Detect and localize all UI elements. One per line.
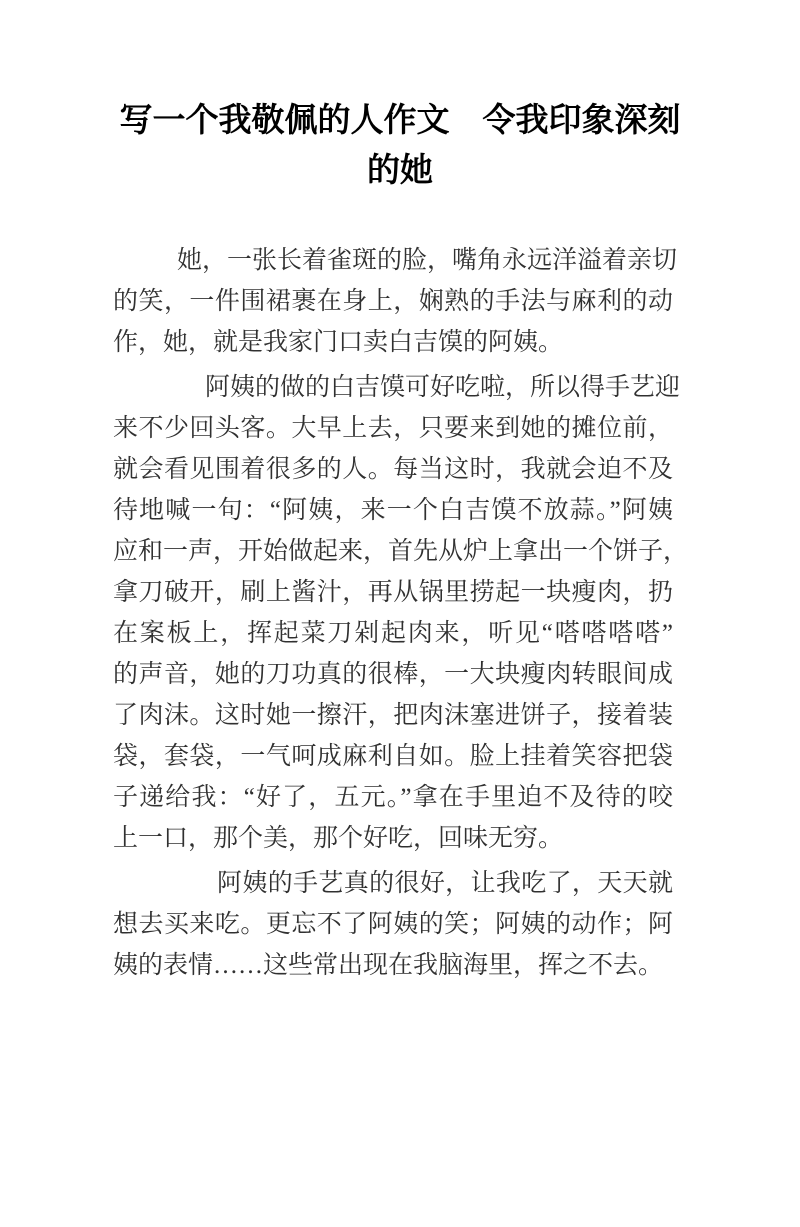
- page: [0, 95, 800, 1227]
- body-text-line: 了肉沫。这时她一擦汗，把肉沫塞进饼子，接着装: [113, 702, 673, 729]
- document-body: [113, 240, 689, 986]
- paragraph-2: [113, 367, 689, 859]
- body-text-line: 的笑，一件围裙裹在身上，娴熟的手法与麻利的动: [113, 288, 673, 315]
- body-text-line: 在案板上，挥起菜刀剁起肉来，听见“嗒嗒嗒嗒”: [113, 620, 673, 647]
- body-text-line: 就会看见围着很多的人。每当这时，我就会迫不及: [113, 456, 673, 483]
- title-line-2: 的她: [367, 151, 433, 188]
- paragraph-3: [113, 863, 673, 986]
- body-text-line: 阿姨的做的白吉馍可好吃啦，所以得手艺迎: [205, 374, 681, 401]
- body-text-line: 袋，套袋，一气呵成麻利自如。脸上挂着笑容把袋: [113, 743, 673, 770]
- body-text-line: 应和一声，开始做起来，首先从炉上拿出一个饼子，: [113, 538, 689, 565]
- document-title: [60, 95, 740, 195]
- title-line-1: 写一个我敬佩的人作文 令我印象深刻: [119, 101, 681, 138]
- body-text-line: 作，她，就是我家门口卖白吉馍的阿姨。: [113, 329, 564, 356]
- body-text-line: 待地喊一句：“阿姨，来一个白吉馍不放蒜。”阿姨: [113, 497, 673, 524]
- body-text-line: 拿刀破开，刷上酱汁，再从锅里捞起一块瘦肉，扔: [113, 579, 673, 606]
- body-text-line: 她，一张长着雀斑的脸，嘴角永远洋溢着亲切: [177, 247, 678, 274]
- body-text-line: 姨的表情……这些常出现在我脑海里，挥之不去。: [113, 952, 664, 979]
- body-text-line: 子递给我：“好了，五元。”拿在手里迫不及待的咬: [113, 784, 673, 811]
- body-text-line: 的声音，她的刀功真的很棒，一大块瘦肉转眼间成: [113, 661, 673, 688]
- body-text-line: 想去买来吃。更忘不了阿姨的笑；阿姨的动作；阿: [113, 911, 673, 938]
- body-text-line: 上一口，那个美，那个好吃，回味无穷。: [113, 825, 564, 852]
- body-text-line: 阿姨的手艺真的很好，让我吃了，天天就: [217, 870, 673, 897]
- paragraph-1: [113, 240, 678, 363]
- body-text-line: 来不少回头客。大早上去，只要来到她的摊位前，: [113, 415, 673, 442]
